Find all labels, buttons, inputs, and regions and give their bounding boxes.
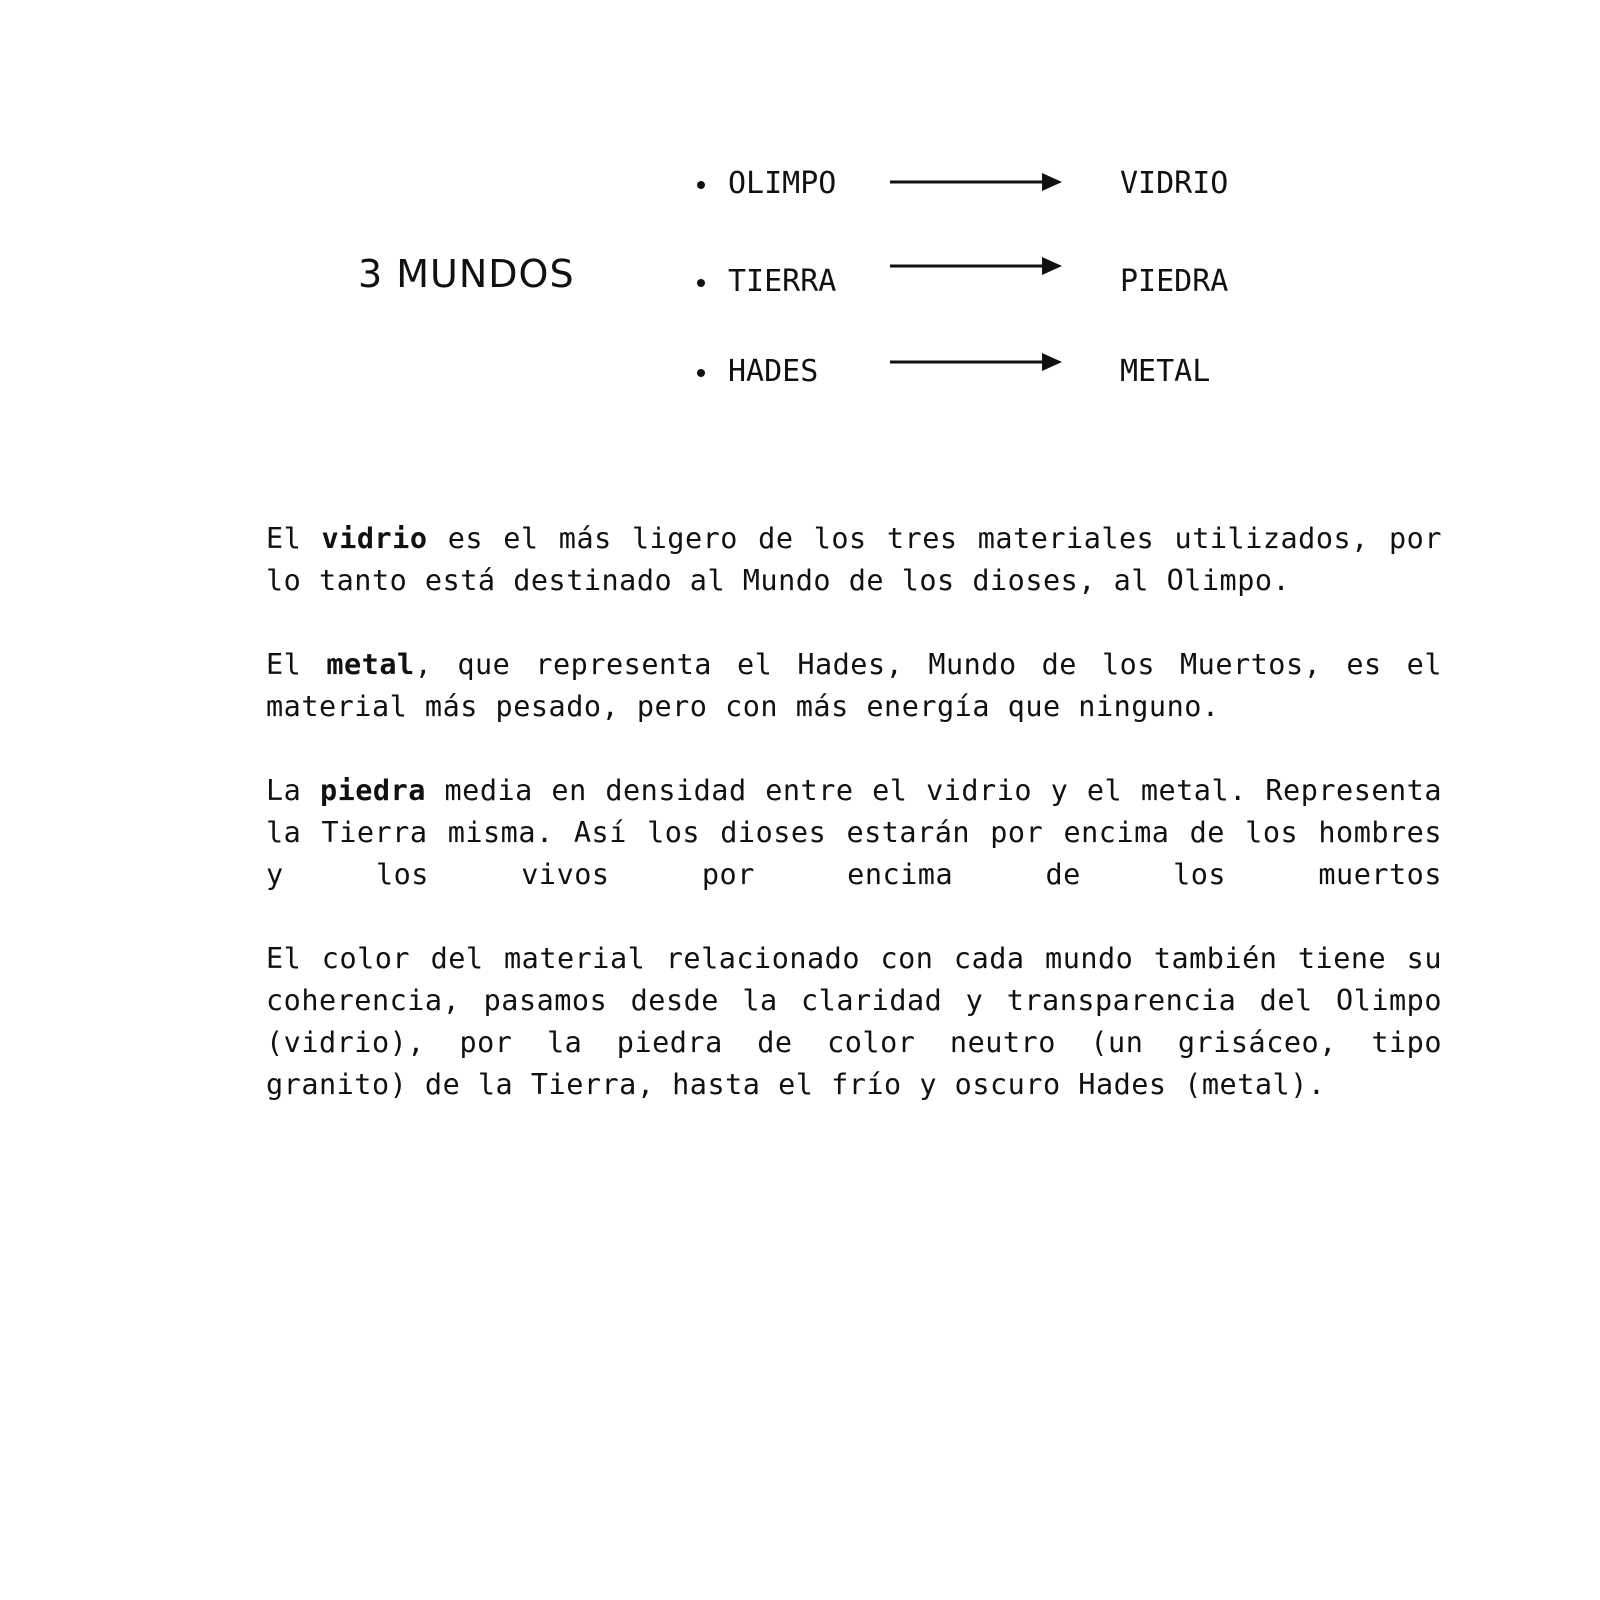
emphasis-term: metal: [326, 648, 415, 681]
world-row-tierra: [0, 262, 1600, 302]
material-label: PIEDRA: [1120, 264, 1229, 299]
material-label: METAL: [1120, 354, 1211, 389]
arrow-right-icon: [890, 347, 1070, 377]
world-row-hades: [0, 352, 1600, 392]
arrow-right-icon: [890, 251, 1070, 281]
world-label: OLIMPO: [728, 166, 837, 201]
paragraph-text: El: [266, 648, 327, 681]
diagram-heading: 3 MUNDOS: [358, 252, 575, 296]
paragraph-text: El: [266, 522, 322, 555]
paragraph-piedra: [266, 770, 1442, 896]
paragraph-color: El color del material relacionado con cada mundo también tiene su coherencia, pasamos desde la claridad y transparencia del Olimpo (vidrio), por la piedra de color neutro (un grisáceo, tipo granito) de la Tierra, hasta el frío y oscuro Hades (metal).: [266, 942, 1442, 1101]
paragraph-metal: [266, 644, 1442, 728]
paragraph-text: La: [266, 774, 320, 807]
world-label: HADES: [728, 354, 819, 389]
arrow-right-icon: [890, 167, 1070, 197]
bullet-icon: [697, 279, 705, 287]
material-label: VIDRIO: [1120, 166, 1229, 201]
world-row-olimpo: [0, 164, 1600, 204]
emphasis-term: vidrio: [321, 522, 428, 555]
paragraph-text: es el más ligero de los tres materiales utilizados, por lo tanto está destinado al Mundo de los dioses, al Olimpo.: [266, 522, 1442, 597]
paragraph-vidrio: [266, 518, 1442, 602]
emphasis-term: piedra: [319, 774, 426, 807]
paragraph-text: media en densidad entre el vidrio y el metal. Representa la Tierra misma. Así los dioses estarán por encima de los hombres y los vivos por encima de los muertos: [266, 774, 1442, 891]
bullet-icon: [697, 181, 705, 189]
world-label: TIERRA: [728, 264, 837, 299]
body-text: [266, 518, 1442, 1148]
paragraph-text: , que representa el Hades, Mundo de los Muertos, es el material más pesado, pero con más energía que ninguno.: [266, 648, 1442, 723]
bullet-icon: [697, 369, 705, 377]
worlds-diagram: [0, 0, 1600, 420]
